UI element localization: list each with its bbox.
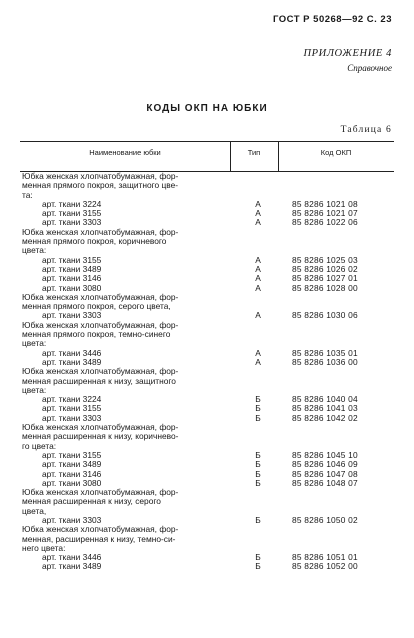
row-okp-code: 85 8286 1045 10 — [292, 449, 358, 460]
row-type: Б — [255, 449, 261, 460]
row-name: менная расширенная к низу, защитного — [22, 375, 176, 386]
row-name: арт. ткани 3446 — [42, 347, 102, 358]
row-name: арт. ткани 3303 — [42, 412, 102, 423]
row-type: А — [255, 282, 261, 293]
page-title: КОДЫ ОКП НА ЮБКИ — [146, 103, 268, 114]
page-header-standard: ГОСТ Р 50268—92 С. 23 — [272, 14, 392, 25]
column-header-name: Наименование юбки — [89, 148, 161, 157]
row-type: Б — [255, 468, 261, 479]
row-type: А — [255, 310, 261, 321]
row-name: Юбка женская хлопчатобумажная, фор- — [22, 226, 179, 237]
row-name: менная, расширенная к низу, темно-си- — [22, 533, 176, 544]
row-type: Б — [255, 403, 261, 414]
group-heading-line — [20, 237, 394, 246]
table-row — [20, 562, 394, 571]
row-okp-code: 85 8286 1047 08 — [292, 468, 358, 479]
row-name: менная расширенная к низу, серого — [22, 496, 161, 507]
row-name: арт. ткани 3146 — [42, 273, 102, 284]
row-okp-code: 85 8286 1022 06 — [292, 217, 358, 228]
column-header-type: Тип — [247, 148, 261, 157]
row-type: Б — [255, 514, 261, 525]
row-name: арт. ткани 3155 — [42, 449, 102, 460]
row-type: А — [255, 263, 261, 274]
row-type: А — [255, 347, 261, 358]
row-type: А — [255, 208, 261, 219]
row-name: Юбка женская хлопчатобумажная, фор- — [22, 422, 179, 433]
row-type: Б — [255, 477, 261, 488]
group-heading-line — [20, 535, 394, 544]
row-okp-code: 85 8286 1027 01 — [292, 273, 358, 284]
row-type: Б — [255, 561, 261, 572]
row-type: А — [255, 254, 261, 265]
row-name: го цвета: — [22, 440, 57, 451]
table-label: Таблица 6 — [340, 125, 392, 135]
row-name: арт. ткани 3155 — [42, 208, 102, 219]
row-okp-code: 85 8286 1052 00 — [292, 561, 358, 572]
row-name: арт. ткани 3224 — [42, 198, 102, 209]
row-okp-code: 85 8286 1026 02 — [292, 263, 358, 274]
table-body — [20, 172, 394, 572]
row-name: него цвета: — [22, 542, 66, 553]
row-name: арт. ткани 3224 — [42, 394, 102, 405]
row-name: менная прямого покроя, темно-синего — [22, 329, 171, 340]
row-name: арт. ткани 3489 — [42, 459, 102, 470]
row-type: А — [255, 273, 261, 284]
row-name: та: — [22, 189, 33, 200]
row-name: арт. ткани 3155 — [42, 254, 102, 265]
row-okp-code: 85 8286 1046 09 — [292, 459, 358, 470]
row-type: А — [255, 217, 261, 228]
row-okp-code: 85 8286 1025 03 — [292, 254, 358, 265]
row-name: менная расширенная к низу, коричнево- — [22, 431, 179, 442]
table-top-rule — [20, 141, 394, 142]
row-type: Б — [255, 394, 261, 405]
row-name: цвета, — [22, 505, 47, 516]
column-header-code: Код ОКП — [320, 148, 352, 157]
row-type: Б — [255, 552, 261, 563]
row-name: арт. ткани 3446 — [42, 552, 102, 563]
group-heading-line — [20, 497, 394, 506]
row-okp-code: 85 8286 1030 06 — [292, 310, 358, 321]
row-okp-code: 85 8286 1042 02 — [292, 412, 358, 423]
row-name: арт. ткани 3489 — [42, 356, 102, 367]
row-okp-code: 85 8286 1050 02 — [292, 514, 358, 525]
row-name: Юбка женская хлопчатобумажная, фор- — [22, 171, 179, 181]
row-okp-code: 85 8286 1048 07 — [292, 477, 358, 488]
row-name: Юбка женская хлопчатобумажная, фор- — [22, 319, 179, 330]
row-okp-code: 85 8286 1035 01 — [292, 347, 358, 358]
row-name: арт. ткани 3146 — [42, 468, 102, 479]
row-type: А — [255, 356, 261, 367]
row-name: арт. ткани 3489 — [42, 263, 102, 274]
row-name: цвета: — [22, 384, 47, 395]
row-type: Б — [255, 412, 261, 423]
row-name: Юбка женская хлопчатобумажная, фор- — [22, 291, 179, 302]
row-name: арт. ткани 3155 — [42, 403, 102, 414]
row-name: менная прямого покроя, серого цвета, — [22, 301, 171, 312]
group-heading-line — [20, 330, 394, 339]
row-okp-code: 85 8286 1021 07 — [292, 208, 358, 219]
row-name: цвета: — [22, 245, 47, 256]
appendix-label: ПРИЛОЖЕНИЕ 4 — [303, 48, 392, 59]
row-name: арт. ткани 3080 — [42, 477, 102, 488]
row-name: цвета: — [22, 338, 47, 349]
group-heading-line — [20, 377, 394, 386]
row-name: Юбка женская хлопчатобумажная, фор- — [22, 524, 179, 535]
row-okp-code: 85 8286 1041 03 — [292, 403, 358, 414]
row-okp-code: 85 8286 1021 08 — [292, 198, 358, 209]
row-name: арт. ткани 3303 — [42, 310, 102, 321]
reference-label: Справочное — [347, 63, 392, 73]
row-name: арт. ткани 3080 — [42, 282, 102, 293]
group-heading-line — [20, 181, 394, 190]
row-name: арт. ткани 3303 — [42, 514, 102, 525]
row-name: менная прямого покроя, защитного цве- — [22, 180, 179, 191]
row-type: А — [255, 198, 261, 209]
row-type: Б — [255, 459, 261, 470]
row-okp-code: 85 8286 1040 04 — [292, 394, 358, 405]
row-okp-code: 85 8286 1036 00 — [292, 356, 358, 367]
row-name: Юбка женская хлопчатобумажная, фор- — [22, 487, 179, 498]
row-name: менная прямого покроя, коричневого — [22, 236, 167, 247]
row-okp-code: 85 8286 1051 01 — [292, 552, 358, 563]
row-name: арт. ткани 3303 — [42, 217, 102, 228]
row-okp-code: 85 8286 1028 00 — [292, 282, 358, 293]
group-heading-line — [20, 432, 394, 441]
row-name: Юбка женская хлопчатобумажная, фор- — [22, 366, 179, 377]
row-name: арт. ткани 3489 — [42, 561, 102, 572]
